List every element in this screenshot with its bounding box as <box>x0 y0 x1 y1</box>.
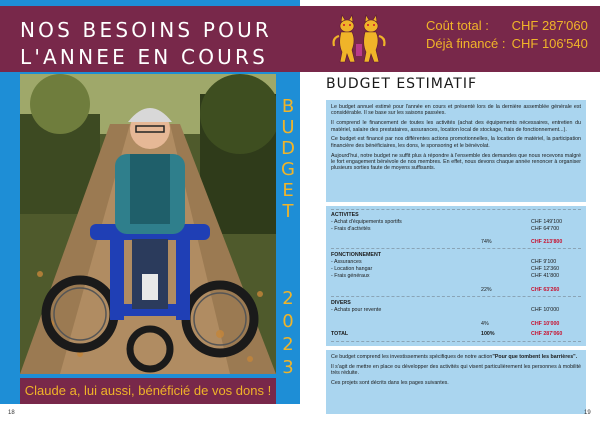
item-amount: CHF 9'100 <box>531 259 557 265</box>
table-separator <box>331 248 581 249</box>
category-row <box>331 300 581 307</box>
subtotal-percent: 22% <box>481 287 492 293</box>
vertical-year <box>276 287 300 379</box>
item-amount: CHF 149'100 <box>531 219 563 225</box>
budget-table <box>326 206 586 346</box>
item-label: - Achat d'équipements sportifs <box>331 219 402 225</box>
item-amount: CHF 10'000 <box>531 307 560 313</box>
financed-row <box>426 36 588 51</box>
financed-value: CHF 106'540 <box>511 36 588 51</box>
grand-total-percent: 100% <box>481 331 495 337</box>
intro-paragraph: Aujourd'hui, notre budget ne suffit plus à répondre à l'ensemble des demandes que nous recevons malgré le fort engagement bénévole de nos membres. En effet, nous devons chaque année renoncer à organiser plusieurs sorties faute de moyens suffisants. <box>331 152 581 172</box>
table-separator <box>331 209 581 210</box>
vertical-digit: 2 <box>282 334 294 355</box>
page-number-right: 19 <box>584 410 591 416</box>
vertical-letter: T <box>282 201 294 222</box>
vertical-digit: 0 <box>282 311 294 332</box>
outro-panel <box>326 350 586 414</box>
item-label: - Assurances <box>331 259 362 265</box>
cost-total-row <box>426 18 588 33</box>
cost-total-label: Coût total : <box>426 18 489 33</box>
item-label: - Achats pour revente <box>331 307 382 313</box>
outro-paragraph: Ces projets sont décrits dans les pages suivantes. <box>331 380 449 386</box>
item-amount: CHF 12'360 <box>531 266 560 272</box>
item-amount: CHF 64'700 <box>531 226 560 232</box>
item-row <box>331 266 581 273</box>
subtotal-amount: CHF 63'260 <box>531 287 560 293</box>
item-row <box>331 273 581 280</box>
outro-paragraph: Il s'agit de mettre en place ou développer des activités qui visent particulièrement les personnes à mobilité très réduite. <box>331 363 581 377</box>
grand-total-amount: CHF 287'060 <box>531 331 563 337</box>
item-row <box>331 307 581 314</box>
outro-text: Ce budget comprend les investissements spécifiques de notre action <box>331 354 493 360</box>
page-title-line-1: NOS BESOINS POUR <box>20 18 273 42</box>
subtotal-row <box>331 287 581 294</box>
subtotal-row <box>331 321 581 328</box>
subtotal-row <box>331 239 581 246</box>
vertical-letter: G <box>281 159 295 180</box>
grand-total-row <box>331 331 581 338</box>
item-row <box>331 259 581 266</box>
photo-caption-bar <box>20 378 276 404</box>
category-row <box>331 212 581 219</box>
title-banner <box>0 6 300 72</box>
photo-caption: Claude a, lui aussi, bénéficié de vos dons ! <box>24 383 272 398</box>
outro-paragraph <box>331 354 581 360</box>
vertical-letter: D <box>281 138 295 159</box>
item-label: - Location hangar <box>331 266 373 272</box>
item-label: - Frais généraux <box>331 273 370 279</box>
intro-panel <box>326 100 586 202</box>
intro-paragraph: Ce budget est financé par nos différentes actions promotionnelles, la location de matériel, la participation financière des bénéficiaires, les dons, le sponsoring et le bénévolat. <box>331 136 581 149</box>
grand-total-label: TOTAL <box>331 331 349 337</box>
vertical-digit: 3 <box>282 357 294 378</box>
intro-paragraph: Le budget annuel estimé pour l'année en cours et présenté lors de la dernière assemblée générale est considérable. Il se base sur les saisons passées. <box>331 104 581 117</box>
item-amount: CHF 41'800 <box>531 273 560 279</box>
category-title: ACTIVITES <box>331 212 359 218</box>
vertical-letter: U <box>281 117 295 138</box>
category-title: FONCTIONNEMENT <box>331 252 382 258</box>
subtotal-percent: 74% <box>481 239 492 245</box>
wheelchair-photo <box>20 74 276 374</box>
item-row <box>331 226 581 233</box>
subtotal-amount: CHF 10'000 <box>531 321 560 327</box>
subtotal-amount: CHF 213'800 <box>531 239 563 245</box>
financed-label: Déjà financé : <box>426 36 506 51</box>
section-title: BUDGET ESTIMATIF <box>326 76 478 92</box>
cost-total-value: CHF 287'060 <box>511 18 588 33</box>
item-label: - Frais d'activités <box>331 226 371 232</box>
subtotal-percent: 4% <box>481 321 489 327</box>
vertical-budget-word <box>276 96 300 222</box>
category-title: DIVERS <box>331 300 351 306</box>
vertical-letter: B <box>281 96 295 117</box>
vertical-letter: E <box>282 180 294 201</box>
category-row <box>331 252 581 259</box>
vertical-digit: 2 <box>282 288 294 309</box>
outro-bold-text: "Pour que tombent les barrières". <box>492 354 578 360</box>
association-logo <box>330 14 388 66</box>
intro-paragraph: Il comprend le financement de toutes les activités (achat des équipements nécessaires, entretien du matériel, salaire des prestataires, assurances, location local de stockage, frais de fonctionnement...). <box>331 120 581 133</box>
page-number-left: 18 <box>8 410 15 416</box>
table-separator <box>331 341 581 342</box>
item-row <box>331 219 581 226</box>
table-separator <box>331 296 581 297</box>
page-title-line-2: L'ANNEE EN COURS <box>20 45 268 69</box>
